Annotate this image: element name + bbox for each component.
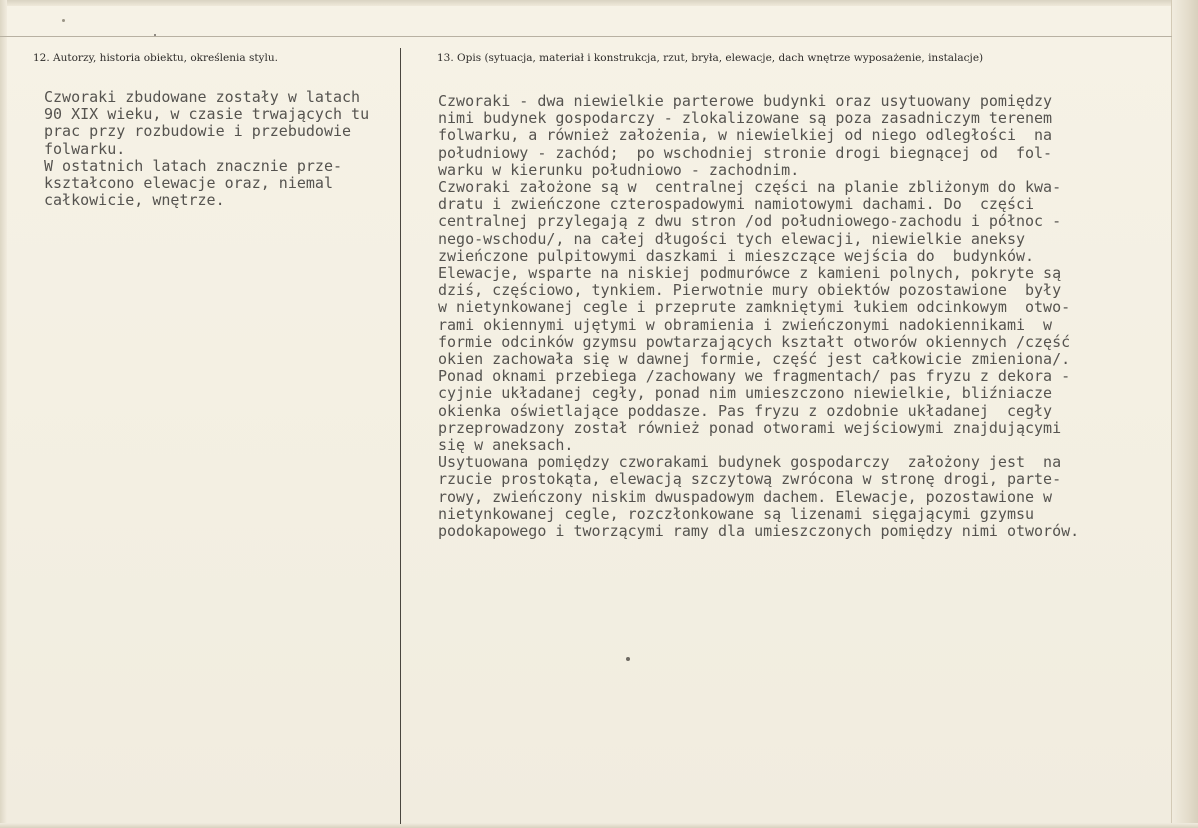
history-line: W ostatnich latach znacznie prze-: [44, 156, 343, 175]
paper-top-edge: [0, 0, 1198, 6]
description-line: warku w kierunku południowo - zachodnim.: [438, 160, 800, 179]
description-line: okienka oświetlające poddasze. Pas fryzu z ozdobnie układanej cegły: [438, 401, 1053, 420]
description-line: okien zachowała się w dawnej formie, część jest całkowicie zmieniona/.: [438, 350, 1071, 369]
history-text: [44, 89, 369, 209]
description-line: folwarku, a również założenia, w niewielkiej od niego odległości na: [438, 126, 1053, 145]
history-line: kształcono elewacje oraz, niemal: [44, 174, 333, 193]
description-line: zwieńczone pulpitowymi daszkami i mieszczące wejścia do budynków.: [438, 246, 1035, 265]
paper-bottom-edge: [0, 823, 1198, 828]
ink-speck: [154, 34, 156, 36]
description-line: cyjnie układanej cegły, ponad nim umieszczono niewielkie, bliźniacze: [438, 384, 1053, 403]
history-line: prac przy rozbudowie i przebudowie: [44, 122, 352, 141]
description-line: Elewacje, wsparte na niskiej podmurówce z kamieni polnych, pokryte są: [438, 264, 1062, 283]
description-line: nego-wschodu/, na całej długości tych elewacji, niewielkie aneksy: [438, 229, 1025, 248]
description-line: w nietynkowanej cegle i przeprute zamkniętymi łukiem odcinkowym otwo-: [438, 298, 1071, 317]
description-line: nietynkowanej cegle, rozczłonkowane są lizenami sięgającymi gzymsu: [438, 504, 1035, 523]
description-line: dziś, częściowo, tynkiem. Pierwotnie mury obiektów pozostawione były: [438, 281, 1062, 300]
section-12-heading: 12. Autorzy, historia obiektu, określenia stylu.: [33, 52, 278, 64]
paper-right-edge: [1171, 0, 1198, 828]
description-line: przeprowadzony został również ponad otworami wejściowymi znajdującymi: [438, 418, 1062, 437]
description-line: centralnej przylegają z dwu stron /od południowego-zachodu i północ -: [438, 212, 1062, 231]
description-line: nimi budynek gospodarczy - zlokalizowane są poza zasadniczym terenem: [438, 109, 1053, 128]
history-line: Czworaki zbudowane zostały w latach: [44, 88, 361, 106]
description-line: Usytuowana pomiędzy czworakami budynek gospodarczy założony jest na: [438, 453, 1062, 472]
description-line: dratu i zwieńczone czterospadowymi namiotowymi dachami. Do części: [438, 195, 1035, 214]
form-top-rule: [0, 36, 1172, 37]
description-line: Czworaki - dwa niewielkie parterowe budynki oraz usytuowany pomiędzy: [438, 92, 1053, 110]
description-line: formie odcinków gzymsu powtarzających kształt otworów okiennych /część: [438, 332, 1071, 351]
description-line: rzucie prostokąta, elewacją szczytową zwrócona w stronę drogi, parte-: [438, 470, 1062, 489]
description-line: podokapowego i tworzącymi ramy dla umieszczonych pomiędzy nimi otworów.: [438, 522, 1080, 541]
description-line: południowy - zachód; po wschodniej stronie drogi biegnącej od fol-: [438, 143, 1053, 162]
section-13-heading: 13. Opis (sytuacja, materiał i konstrukcja, rzut, bryła, elewacje, dach wnętrze wyposażenie, instalacje): [437, 52, 984, 64]
history-line: 90 XIX wieku, w czasie trwających tu: [44, 105, 370, 124]
description-text: [438, 93, 1079, 540]
history-line: folwarku.: [44, 139, 126, 158]
description-line: się w aneksach.: [438, 436, 574, 455]
column-divider: [400, 48, 401, 824]
description-line: rowy, zwieńczony niskim dwuspadowym dachem. Elewacje, pozostawione w: [438, 487, 1053, 506]
history-line: całkowicie, wnętrze.: [44, 191, 225, 210]
description-line: Ponad oknami przebiega /zachowany we fragmentach/ pas fryzu z dekora -: [438, 367, 1071, 386]
description-line: Czworaki założone są w centralnej części na planie zbliżonym do kwa-: [438, 178, 1062, 197]
ink-speck: [626, 657, 630, 661]
description-line: rami okiennymi ujętymi w obramienia i zwieńczonymi nadokiennikami w: [438, 315, 1053, 334]
paper-left-edge: [0, 0, 7, 828]
ink-speck: [62, 19, 65, 22]
